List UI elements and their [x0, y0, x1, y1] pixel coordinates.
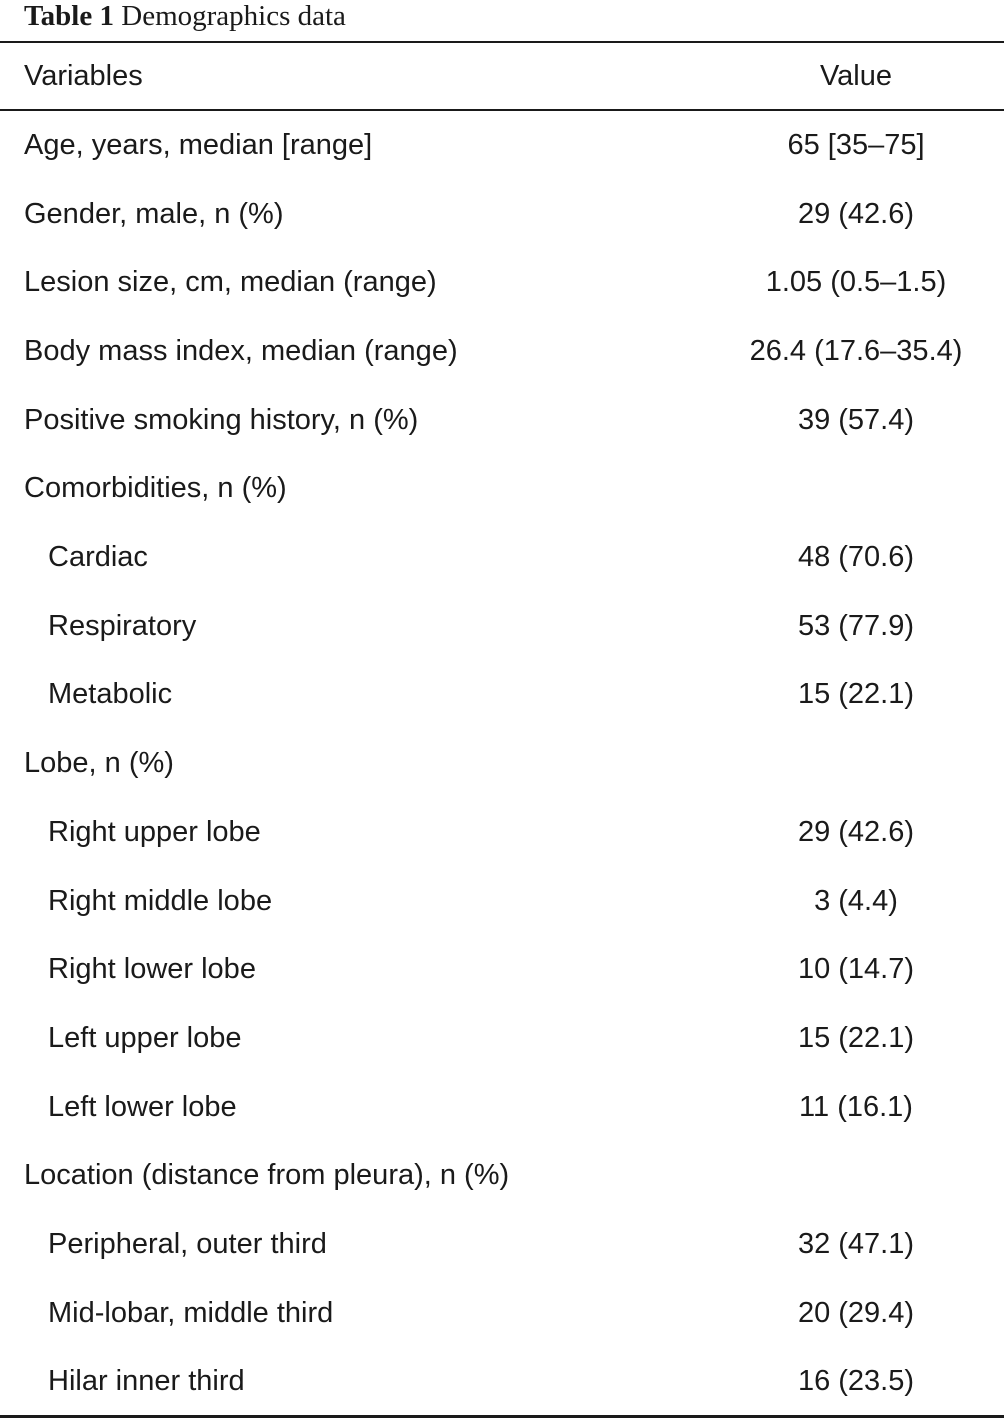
table-bottom-rule — [0, 1415, 1004, 1418]
table-row — [0, 111, 1004, 180]
table-row — [0, 935, 1004, 1004]
row-variable: Lesion size, cm, median (range) — [24, 266, 437, 299]
table-row — [0, 1073, 1004, 1142]
row-value — [730, 1142, 982, 1211]
table-caption-title: Demographics data — [121, 0, 346, 32]
table-row — [0, 523, 1004, 592]
header-value: Value — [819, 59, 893, 92]
table-row — [0, 867, 1004, 936]
row-variable: Gender, male, n (%) — [24, 197, 284, 230]
table-row — [0, 1142, 1004, 1211]
row-value: 48 (70.6) — [797, 541, 915, 574]
row-variable: Cardiac — [48, 541, 148, 574]
row-value: 65 [35–75] — [787, 128, 925, 161]
table-row — [0, 248, 1004, 317]
table-row — [0, 455, 1004, 524]
row-variable: Lobe, n (%) — [24, 747, 174, 780]
row-variable: Body mass index, median (range) — [24, 334, 458, 367]
table-row — [0, 386, 1004, 455]
row-value: 32 (47.1) — [797, 1228, 915, 1261]
row-variable: Respiratory — [48, 609, 197, 642]
table-row — [0, 317, 1004, 386]
table-row — [0, 1279, 1004, 1348]
row-value: 15 (22.1) — [797, 678, 915, 711]
table-header — [0, 43, 1004, 109]
row-variable: Location (distance from pleura), n (%) — [24, 1159, 510, 1192]
row-value: 15 (22.1) — [797, 1021, 915, 1054]
row-variable: Hilar inner third — [48, 1365, 245, 1398]
table-row — [0, 661, 1004, 730]
header-variables: Variables — [24, 59, 143, 92]
row-value: 1.05 (0.5–1.5) — [765, 266, 947, 299]
row-variable: Peripheral, outer third — [48, 1228, 327, 1261]
row-variable: Right middle lobe — [48, 884, 273, 917]
row-value: 29 (42.6) — [797, 197, 915, 230]
row-value: 10 (14.7) — [797, 953, 915, 986]
table-row — [0, 798, 1004, 867]
row-value: 20 (29.4) — [797, 1296, 915, 1329]
row-variable: Right lower lobe — [48, 953, 256, 986]
table-row — [0, 1004, 1004, 1073]
row-variable: Right upper lobe — [48, 815, 261, 848]
table-body — [0, 111, 1004, 1415]
table-row — [0, 180, 1004, 249]
row-value — [730, 455, 982, 524]
table-row — [0, 1210, 1004, 1279]
table-row — [0, 1348, 1004, 1417]
row-value: 11 (16.1) — [799, 1090, 913, 1123]
row-variable: Comorbidities, n (%) — [24, 472, 287, 505]
table-row — [0, 729, 1004, 798]
table-caption — [24, 0, 346, 36]
row-variable: Positive smoking history, n (%) — [24, 403, 419, 436]
table-caption-label: Table 1 — [24, 0, 114, 32]
row-value: 29 (42.6) — [797, 815, 915, 848]
row-variable: Metabolic — [48, 678, 173, 711]
row-value: 26.4 (17.6–35.4) — [749, 334, 963, 367]
row-variable: Left lower lobe — [48, 1090, 237, 1123]
table-row — [0, 592, 1004, 661]
row-value: 39 (57.4) — [797, 403, 915, 436]
row-variable: Age, years, median [range] — [24, 128, 373, 161]
row-value: 53 (77.9) — [797, 609, 915, 642]
row-value — [730, 729, 982, 798]
row-variable: Left upper lobe — [48, 1021, 242, 1054]
row-value: 3 (4.4) — [814, 884, 898, 917]
row-variable: Mid-lobar, middle third — [48, 1296, 334, 1329]
row-value: 16 (23.5) — [797, 1365, 915, 1398]
